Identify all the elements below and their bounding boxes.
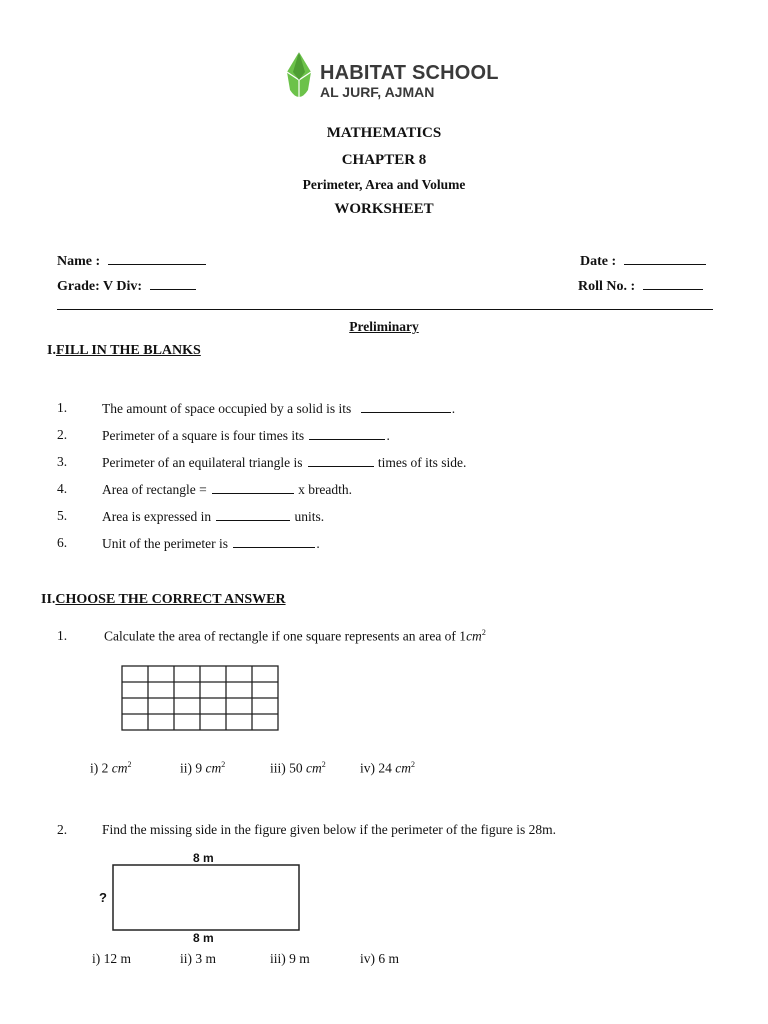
fib-item-before: Perimeter of an equilateral triangle is (102, 455, 303, 470)
option-exp: 2 (411, 760, 415, 769)
figure-top-label: 8 m (193, 851, 214, 865)
option-exp: 2 (127, 760, 132, 769)
mcq2-option-3[interactable]: iii) 9 m (270, 951, 310, 966)
mcq1-option-1[interactable] (90, 760, 132, 777)
fib-item-text (102, 454, 466, 471)
fib-item-after: x breadth. (298, 482, 353, 497)
mcq2-option-2[interactable]: ii) 3 m (180, 951, 216, 966)
fib-blank[interactable] (212, 481, 294, 494)
mcq1-option-2[interactable] (180, 760, 225, 777)
mcq2-option-1[interactable]: i) 12 m (92, 951, 131, 966)
mcq1-option-4[interactable] (360, 760, 415, 777)
option-unit: cm (395, 760, 411, 776)
section2-prefix: II. (41, 592, 56, 607)
figure-bottom-label: 8 m (193, 931, 214, 945)
grade-field[interactable] (57, 277, 196, 295)
header-divider (57, 309, 713, 310)
roll-blank[interactable] (643, 277, 703, 290)
preliminary-heading: Preliminary (349, 319, 419, 334)
name-blank[interactable] (108, 252, 206, 265)
option-unit: cm (111, 760, 128, 776)
logo-school-name: HABITAT SCHOOL (320, 62, 499, 84)
fib-item-number: 1. (57, 400, 68, 415)
fib-item-text (102, 508, 324, 525)
fib-item-text (102, 400, 455, 417)
mcq2-number: 2. (57, 822, 68, 837)
section1-title: FILL IN THE BLANKS (55, 343, 201, 358)
name-field[interactable] (57, 252, 206, 270)
fib-item-after: times of its side. (377, 455, 467, 470)
mcq1-number: 1. (57, 628, 68, 643)
mcq1-exp: 2 (481, 628, 486, 637)
fib-item-before: Area is expressed in (102, 509, 212, 524)
fib-item-after: . (451, 401, 456, 416)
div-blank[interactable] (150, 277, 196, 290)
section2-heading (41, 592, 286, 608)
option-unit: cm (205, 760, 222, 776)
fib-item-after: . (316, 536, 320, 551)
date-blank[interactable] (624, 252, 706, 265)
fib-item-number: 5. (57, 508, 68, 523)
date-label: Date : (580, 254, 617, 269)
fib-blank[interactable] (361, 400, 451, 413)
fib-item-before: Unit of the perimeter is (102, 536, 228, 551)
fib-item-before: Perimeter of a square is four times its (102, 428, 305, 443)
fib-item-number: 6. (57, 535, 68, 550)
figure-side-label: ? (99, 890, 107, 905)
option-label: i) 2 (90, 760, 109, 776)
section2-title: CHOOSE THE CORRECT ANSWER (55, 592, 286, 607)
grade-label: Grade: V Div: (57, 279, 143, 294)
mcq1-option-3[interactable] (270, 760, 326, 777)
fib-blank[interactable] (309, 427, 385, 440)
fib-blank[interactable] (308, 454, 374, 467)
topic-title: Perimeter, Area and Volume (302, 177, 466, 192)
fib-blank[interactable] (233, 535, 315, 548)
worksheet-title: WORKSHEET (334, 201, 434, 217)
roll-field[interactable] (578, 277, 703, 295)
fib-item-number: 3. (57, 454, 68, 469)
option-unit: cm (306, 760, 322, 776)
section1-heading (47, 343, 201, 359)
missing-side-rectangle (112, 864, 301, 932)
option-label: iv) 24 (360, 760, 392, 776)
fib-item-number: 4. (57, 481, 68, 496)
option-label: iii) 50 (270, 760, 303, 776)
roll-label: Roll No. : (578, 279, 636, 294)
fib-item-after: . (386, 428, 390, 443)
fib-blank[interactable] (216, 508, 290, 521)
school-crest-icon (284, 50, 314, 106)
fib-item-text (102, 535, 320, 552)
mcq1-unit: cm (466, 628, 482, 644)
fib-item-before: Area of rectangle = (102, 482, 207, 497)
fib-item-text (102, 427, 390, 444)
option-exp: 2 (321, 760, 326, 769)
logo-school-location: AL JURF, AJMAN (320, 84, 435, 100)
name-label: Name : (57, 254, 101, 269)
chapter-title: CHAPTER 8 (341, 152, 427, 168)
fib-item-before: The amount of space occupied by a solid is its (102, 401, 352, 416)
option-label: ii) 9 (180, 760, 203, 776)
mcq2-option-4[interactable]: iv) 6 m (360, 951, 399, 966)
grid-rectangle-figure (121, 665, 280, 732)
school-logo (284, 48, 499, 110)
mcq1-text: Calculate the area of rectangle if one square represents an area of 1 (104, 628, 467, 644)
fib-item-after: units. (294, 509, 325, 524)
fib-item-number: 2. (57, 427, 68, 442)
fib-item-text (102, 481, 352, 498)
mcq2-question: Find the missing side in the figure given below if the perimeter of the figure is 28m. (102, 822, 557, 837)
subject-title: MATHEMATICS (326, 125, 442, 141)
mcq1-question (104, 628, 486, 645)
section1-prefix: I. (47, 343, 56, 358)
date-field[interactable] (580, 252, 706, 270)
option-exp: 2 (221, 760, 226, 769)
